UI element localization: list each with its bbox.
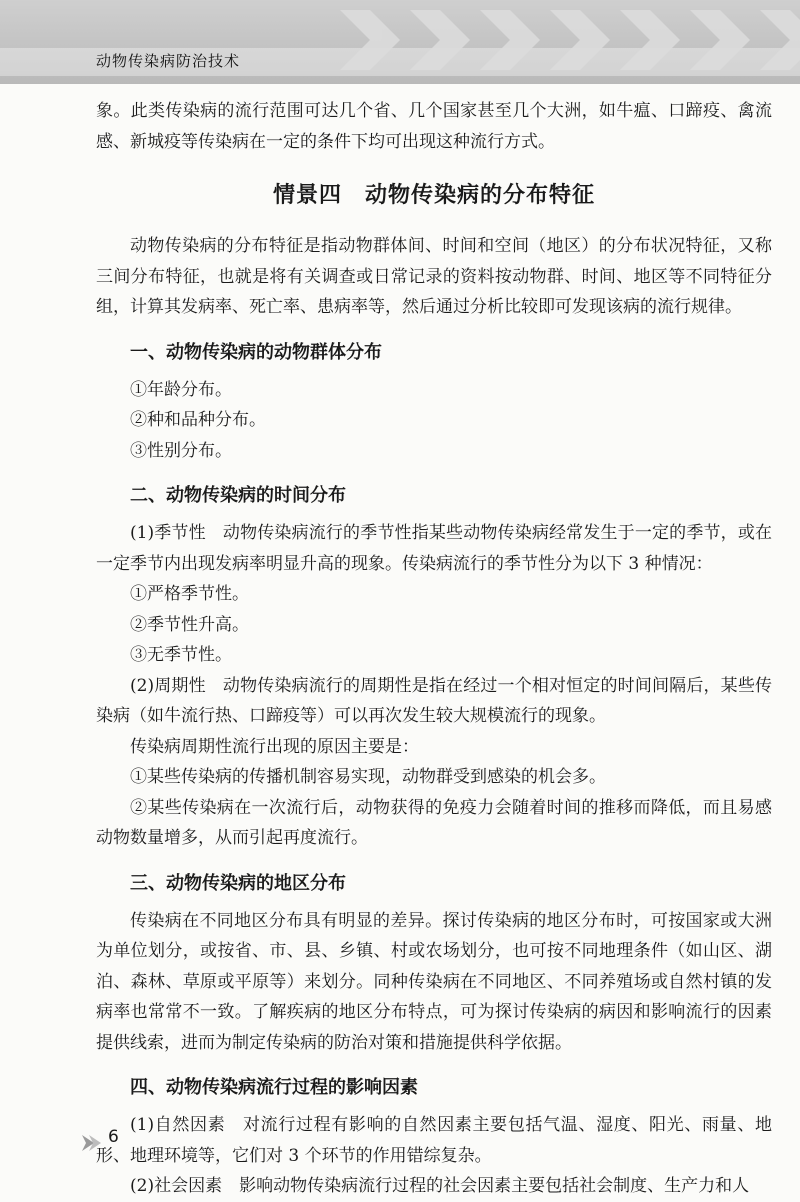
- part3-heading: 三、动物传染病的地区分布: [130, 872, 346, 894]
- list-item: ②季节性升高。: [130, 614, 249, 635]
- page-content: [96, 96, 772, 1202]
- header-arrow-decoration: [320, 0, 800, 84]
- region-paragraph: 传染病在不同地区分布具有明显的差异。探讨传染病的地区分布时，可按国家或大洲为单位划分，或按省、市、县、乡镇、村或农场划分，也可按不同地理条件（如山区、湖泊、森林、草原或平原等）来划分。同种传染病在不同地区、不同养殖场或自然村镇的发病率也常常不一致。了解疾病的地区分布特点，可为探讨传染病的病因和影响流行的因素提供线索，进而为制定传染病的防治对策和措施提供科学依据。: [96, 910, 772, 1053]
- list-item: ③性别分布。: [130, 440, 232, 461]
- list-item: ②某些传染病在一次流行后，动物获得的免疫力会随着时间的推移而降低，而且易感动物数量增多，从而引起再度流行。: [96, 797, 772, 848]
- section-intro: 动物传染病的分布特征是指动物群体间、时间和空间（地区）的分布状况特征，又称三间分布特征，也就是将有关调查或日常记录的资料按动物群、时间、地区等不同特征分组，计算其发病率、死亡率、患病率等，然后通过分析比较即可发现该病的流行规律。: [96, 236, 772, 317]
- book-title: 动物传染病防治技术: [96, 52, 241, 70]
- section-title: 情景四 动物传染病的分布特征: [272, 183, 595, 208]
- part1-heading: 一、动物传染病的动物群体分布: [130, 341, 382, 363]
- list-item: ②种和品种分布。: [130, 410, 266, 430]
- natural-factors-paragraph: (1)自然因素 对流行过程有影响的自然因素主要包括气温、湿度、阳光、雨量、地形、地理环境等，它们对 3 个环节的作用错综复杂。: [96, 1115, 772, 1166]
- page-arrow-icon: [80, 1132, 104, 1154]
- social-factors-paragraph: (2)社会因素 影响动物传染病流行过程的社会因素主要包括社会制度、生产力和人: [130, 1176, 750, 1196]
- list-item: ①某些传染病的传播机制容易实现，动物群受到感染的机会多。: [130, 767, 606, 787]
- reasons-intro: 传染病周期性流行出现的原因主要是：: [130, 736, 419, 757]
- page-number: 6: [108, 1127, 119, 1147]
- part2-heading: 二、动物传染病的时间分布: [130, 485, 346, 506]
- periodic-paragraph: (2)周期性 动物传染病流行的周期性是指在经过一个相对恒定的时间间隔后，某些传染病（如牛流行热、口蹄疫等）可以再次发生较大规模流行的现象。: [96, 675, 772, 726]
- intro-paragraph: 象。此类传染病的流行范围可达几个省、几个国家甚至几个大洲，如牛瘟、口蹄疫、禽流感、新城疫等传染病在一定的条件下均可出现这种流行方式。: [96, 101, 772, 152]
- list-item: ①严格季节性。: [130, 584, 249, 604]
- seasonal-paragraph: (1)季节性 动物传染病流行的季节性指某些动物传染病经常发生于一定的季节，或在一定季节内出现发病率明显升高的现象。传染病流行的季节性分为以下 3 种情况：: [96, 523, 772, 574]
- page-header: [0, 0, 800, 84]
- list-item: ①年龄分布。: [130, 379, 232, 400]
- list-item: ③无季节性。: [130, 645, 232, 665]
- part4-heading: 四、动物传染病流行过程的影响因素: [130, 1077, 418, 1098]
